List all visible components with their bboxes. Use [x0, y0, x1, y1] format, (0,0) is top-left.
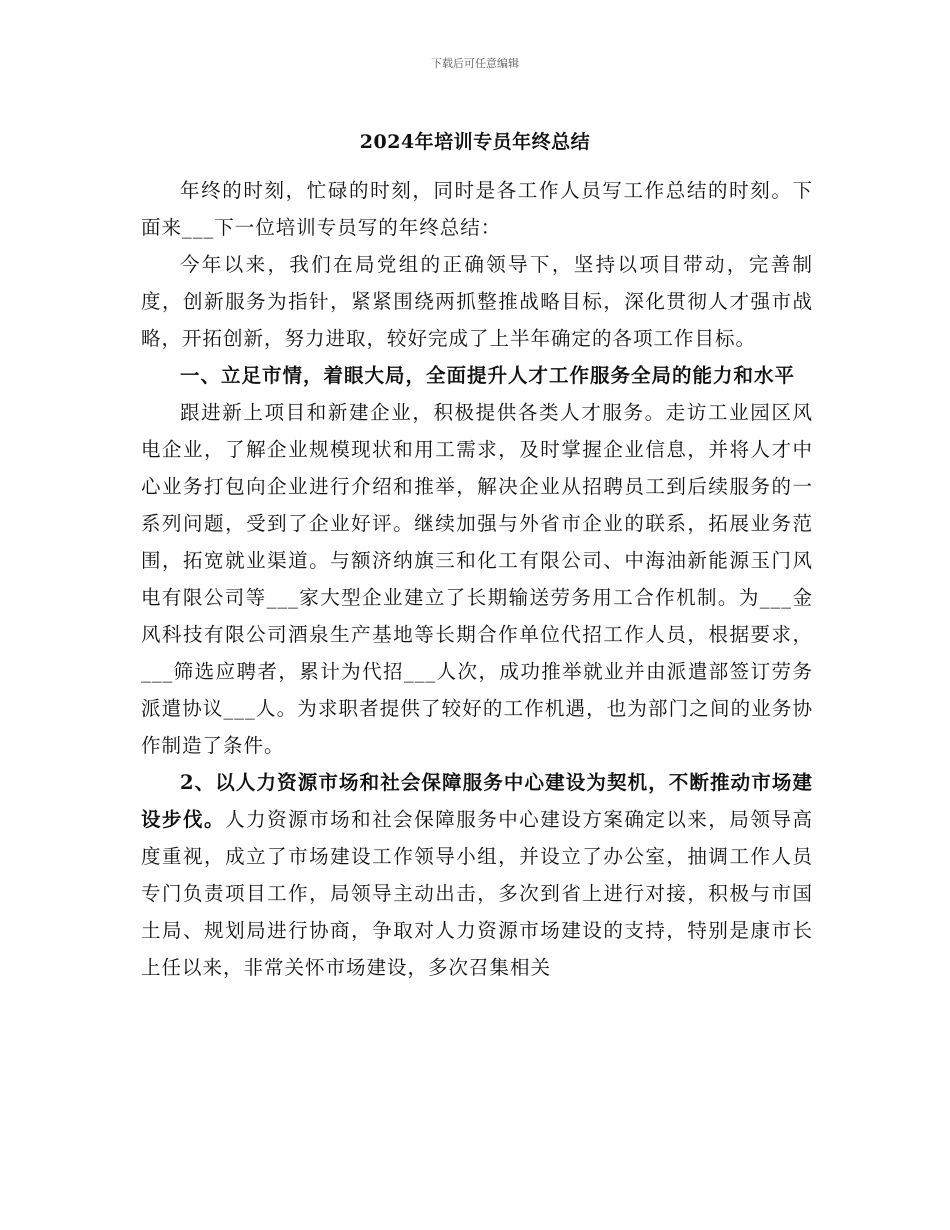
document-body [141, 172, 813, 986]
overview-paragraph: 今年以来，我们在局党组的正确领导下，坚持以项目带动，完善制度，创新服务为指针，紧紧围绕两抓整推战略目标，深化贯彻人才强市战略，开拓创新，努力进取，较好完成了上半年确定的各项工作目标。 [141, 253, 813, 350]
section-1-heading: 一、立足市情，着眼大局，全面提升人才工作服务全局的能力和水平 [180, 364, 796, 387]
document-title: 2024年培训专员年终总结 [359, 131, 591, 153]
section-2-heading: 2、以人力资源市场和社会保障服务中心建设为契机，不断推动市场建设步伐。 [141, 771, 813, 831]
intro-paragraph: 年终的时刻，忙碌的时刻，同时是各工作人员写工作总结的时刻。下面来___下一位培训专员写的年终总结： [141, 179, 813, 239]
section-2-body: 人力资源市场和社会保障服务中心建设方案确定以来，局领导高度重视，成立了市场建设工作领导小组，并设立了办公室，抽调工作人员专门负责项目工作，局领导主动出击，多次到省上进行对接，积极与市国土局、规划局进行协商，争取对人力资源市场建设的支持，特别是康市长上任以来，非常关怀市场建设，多次召集相关 [141, 808, 813, 979]
section-2-paragraph [141, 764, 813, 986]
section-1-paragraph: 跟进新上项目和新建企业，积极提供各类人才服务。走访工业园区风电企业，了解企业规模现状和用工需求，及时掌握企业信息，并将人才中心业务打包向企业进行介绍和推举，解决企业从招聘员工到后续服务的一系列问题，受到了企业好评。继续加强与外省市企业的联系，拓展业务范围，拓宽就业渠道。与额济纳旗三和化工有限公司、中海油新能源玉门风电有限公司等___家大型企业建立了长期输送劳务用工合作机制。为___金风科技有限公司酒泉生产基地等长期合作单位代招工作人员，根据要求，___筛选应聘者，累计为代招___人次，成功推举就业并由派遣部签订劳务派遣协议___人。为求职者提供了较好的工作机遇，也为部门之间的业务协作制造了条件。 [141, 401, 813, 757]
header-note: 下载后可任意编辑 [431, 57, 519, 70]
